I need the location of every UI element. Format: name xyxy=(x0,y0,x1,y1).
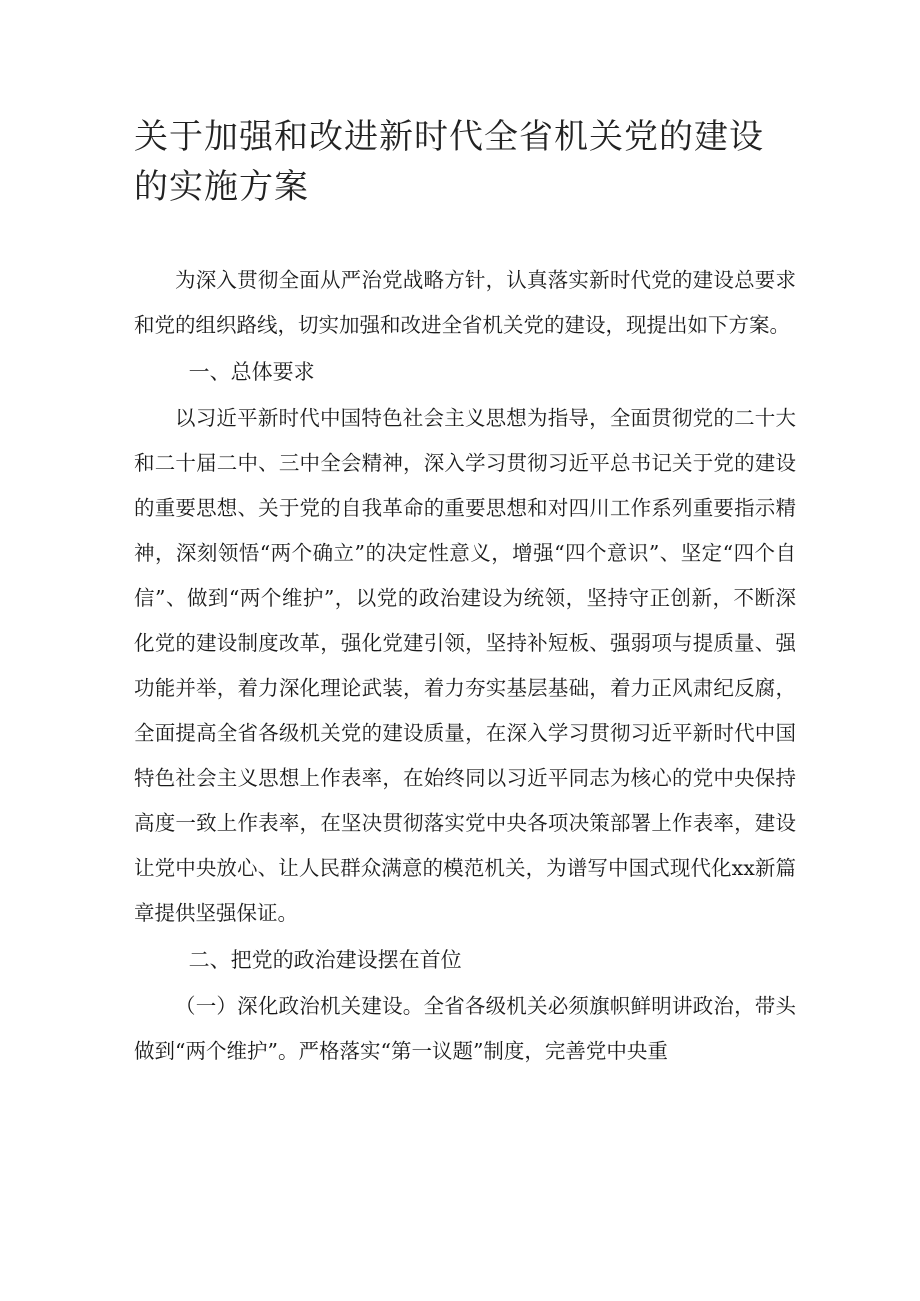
document-body xyxy=(134,258,796,1074)
document-title: 关于加强和改进新时代全省机关党的建设的实施方案 xyxy=(134,117,764,207)
section-heading-1: 一、总体要求 xyxy=(188,360,315,384)
section-heading-2: 二、把党的政治建设摆在首位 xyxy=(188,948,462,972)
section-1-paragraph: 以习近平新时代中国特色社会主义思想为指导，全面贯彻党的二十大和二十届二中、三中全会精神，深入学习贯彻习近平总书记关于党的建设的重要思想、关于党的自我革命的重要思想和对四川工作系列重要指示精神，深刻领悟“两个确立”的决定性意义，增强“四个意识”、坚定“四个自信”、做到“两个维护”，以党的政治建设为统领，坚持守正创新，不断深化党的建设制度改革，强化党建引领，坚持补短板、强弱项与提质量、强功能并举，着力深化理论武装，着力夯实基层基础，着力正风肃纪反腐，全面提高全省各级机关党的建设质量，在深入学习贯彻习近平新时代中国特色社会主义思想上作表率，在始终同以习近平同志为核心的党中央保持高度一致上作表率，在坚决贯彻落实党中央各项决策部署上作表率，建设让党中央放心、让人民群众满意的模范机关，为谱写中国式现代化xx新篇章提供坚强保证。 xyxy=(134,406,796,925)
intro-paragraph: 为深入贯彻全面从严治党战略方针，认真落实新时代党的建设总要求和党的组织路线，切实加强和改进全省机关党的建设，现提出如下方案。 xyxy=(134,268,796,337)
section-2-paragraph: （一）深化政治机关建设。全省各级机关必须旗帜鲜明讲政治，带头做到“两个维护”。严格落实“第一议题”制度，完善党中央重 xyxy=(134,994,796,1063)
